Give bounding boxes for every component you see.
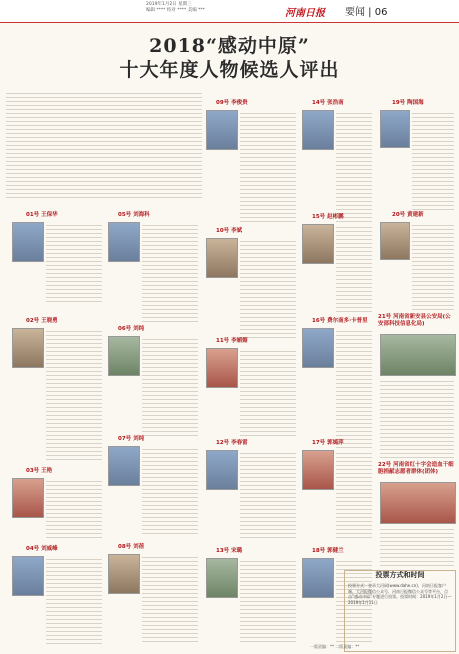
candidate-text-06 <box>142 336 198 436</box>
candidate-text-11 <box>240 348 296 438</box>
group-21-text <box>380 378 454 458</box>
candidate-label-04: 04号 刘威峰 <box>26 546 58 552</box>
candidate-photo-18 <box>302 558 334 598</box>
candidate-text-13 <box>240 558 296 644</box>
masthead <box>0 0 459 23</box>
candidate-label-05: 05号 刘海科 <box>118 212 150 218</box>
candidate-label-12: 12号 李春雷 <box>216 440 248 446</box>
candidate-label-01: 01号 王保华 <box>26 212 58 218</box>
candidate-text-05 <box>142 222 198 322</box>
candidate-label-15: 15号 赵彬鹏 <box>312 214 344 220</box>
group-21-photo <box>380 334 456 376</box>
candidate-photo-06 <box>108 336 140 376</box>
candidate-text-04 <box>46 556 102 646</box>
candidate-label-14: 14号 张浩南 <box>312 100 344 106</box>
candidate-label-10: 10号 李斌 <box>216 228 243 234</box>
candidate-text-15 <box>336 224 372 314</box>
candidate-text-17 <box>336 450 372 540</box>
group-22-label: 22号 河南省红十字会造血干细胞捐献志愿者群体(团体) <box>378 462 454 475</box>
candidate-photo-17 <box>302 450 334 490</box>
candidate-photo-15 <box>302 224 334 264</box>
candidate-text-20 <box>412 222 454 312</box>
vote-title: 投票方式和时间 <box>375 571 425 579</box>
candidate-text-07 <box>142 446 198 536</box>
vote-text: 投票方式：登录大河网(www.dahe.cn)、河南日报客户端、大河报微信公众号、河南日报微信公众号等平台，点击“感动中原”专题进行投票。投票时间：2019年1月2日—2019年1月11日 <box>348 583 452 605</box>
candidate-label-17: 17号 郭嫣萍 <box>312 440 344 446</box>
candidate-text-03 <box>46 478 102 538</box>
candidate-label-16: 16号 费尔南多·卡普里 <box>312 318 368 324</box>
headline-line1: 2018“感动中原” <box>149 35 310 57</box>
group-22-photo <box>380 482 456 524</box>
candidate-label-18: 18号 郭健兰 <box>312 548 344 554</box>
group-21-label: 21号 河南省新安县公安局(公安部科技信息化局) <box>378 314 451 327</box>
candidate-photo-01 <box>12 222 44 262</box>
candidate-photo-14 <box>302 110 334 150</box>
candidate-label-11: 11号 李媚媚 <box>216 338 248 344</box>
candidate-text-19 <box>412 110 454 210</box>
candidate-label-08: 08号 刘蓓 <box>118 544 145 550</box>
candidate-photo-08 <box>108 554 140 594</box>
section-label: 要闻 | 06 <box>345 7 388 18</box>
candidate-photo-19 <box>380 110 410 148</box>
candidate-label-03: 03号 王艳 <box>26 468 53 474</box>
candidate-photo-10 <box>206 238 238 278</box>
candidate-photo-05 <box>108 222 140 262</box>
candidate-photo-20 <box>380 222 410 260</box>
candidate-label-06: 06号 刘纯 <box>118 326 145 332</box>
candidate-text-12 <box>240 450 296 540</box>
masthead-meta: 2019年1月2日 星期三 编辑 **** 校对 **** 美编 *** <box>146 2 205 13</box>
candidate-photo-09 <box>206 110 238 150</box>
candidate-text-09 <box>240 110 296 222</box>
candidate-photo-16 <box>302 328 334 368</box>
page-footer: 一版责编：** 二版责编：** <box>310 644 360 649</box>
candidate-label-13: 13号 宋璐 <box>216 548 243 554</box>
candidate-label-19: 19号 陶国海 <box>392 100 424 106</box>
vote-box <box>344 570 456 652</box>
candidate-photo-07 <box>108 446 140 486</box>
candidate-text-16 <box>336 328 372 448</box>
candidate-label-09: 09号 李俊贵 <box>216 100 248 106</box>
candidate-photo-13 <box>206 558 238 598</box>
page-title <box>0 34 459 82</box>
headline-line2: 十大年度人物候选人评出 <box>119 59 340 81</box>
candidate-photo-11 <box>206 348 238 388</box>
candidate-photo-04 <box>12 556 44 596</box>
candidate-text-08 <box>142 554 198 644</box>
candidate-photo-02 <box>12 328 44 368</box>
newspaper-logo: 河南日报 <box>285 8 325 19</box>
candidate-label-02: 02号 王晓勇 <box>26 318 58 324</box>
candidate-text-10 <box>240 238 296 338</box>
group-22-text <box>380 526 454 566</box>
candidate-photo-12 <box>206 450 238 490</box>
candidate-photo-03 <box>12 478 44 518</box>
intro-article <box>6 90 202 198</box>
candidate-text-14 <box>336 110 372 222</box>
candidate-label-07: 07号 刘纯 <box>118 436 145 442</box>
candidate-label-20: 20号 黄建新 <box>392 212 424 218</box>
candidate-text-02 <box>46 328 102 460</box>
candidate-text-01 <box>46 222 102 302</box>
